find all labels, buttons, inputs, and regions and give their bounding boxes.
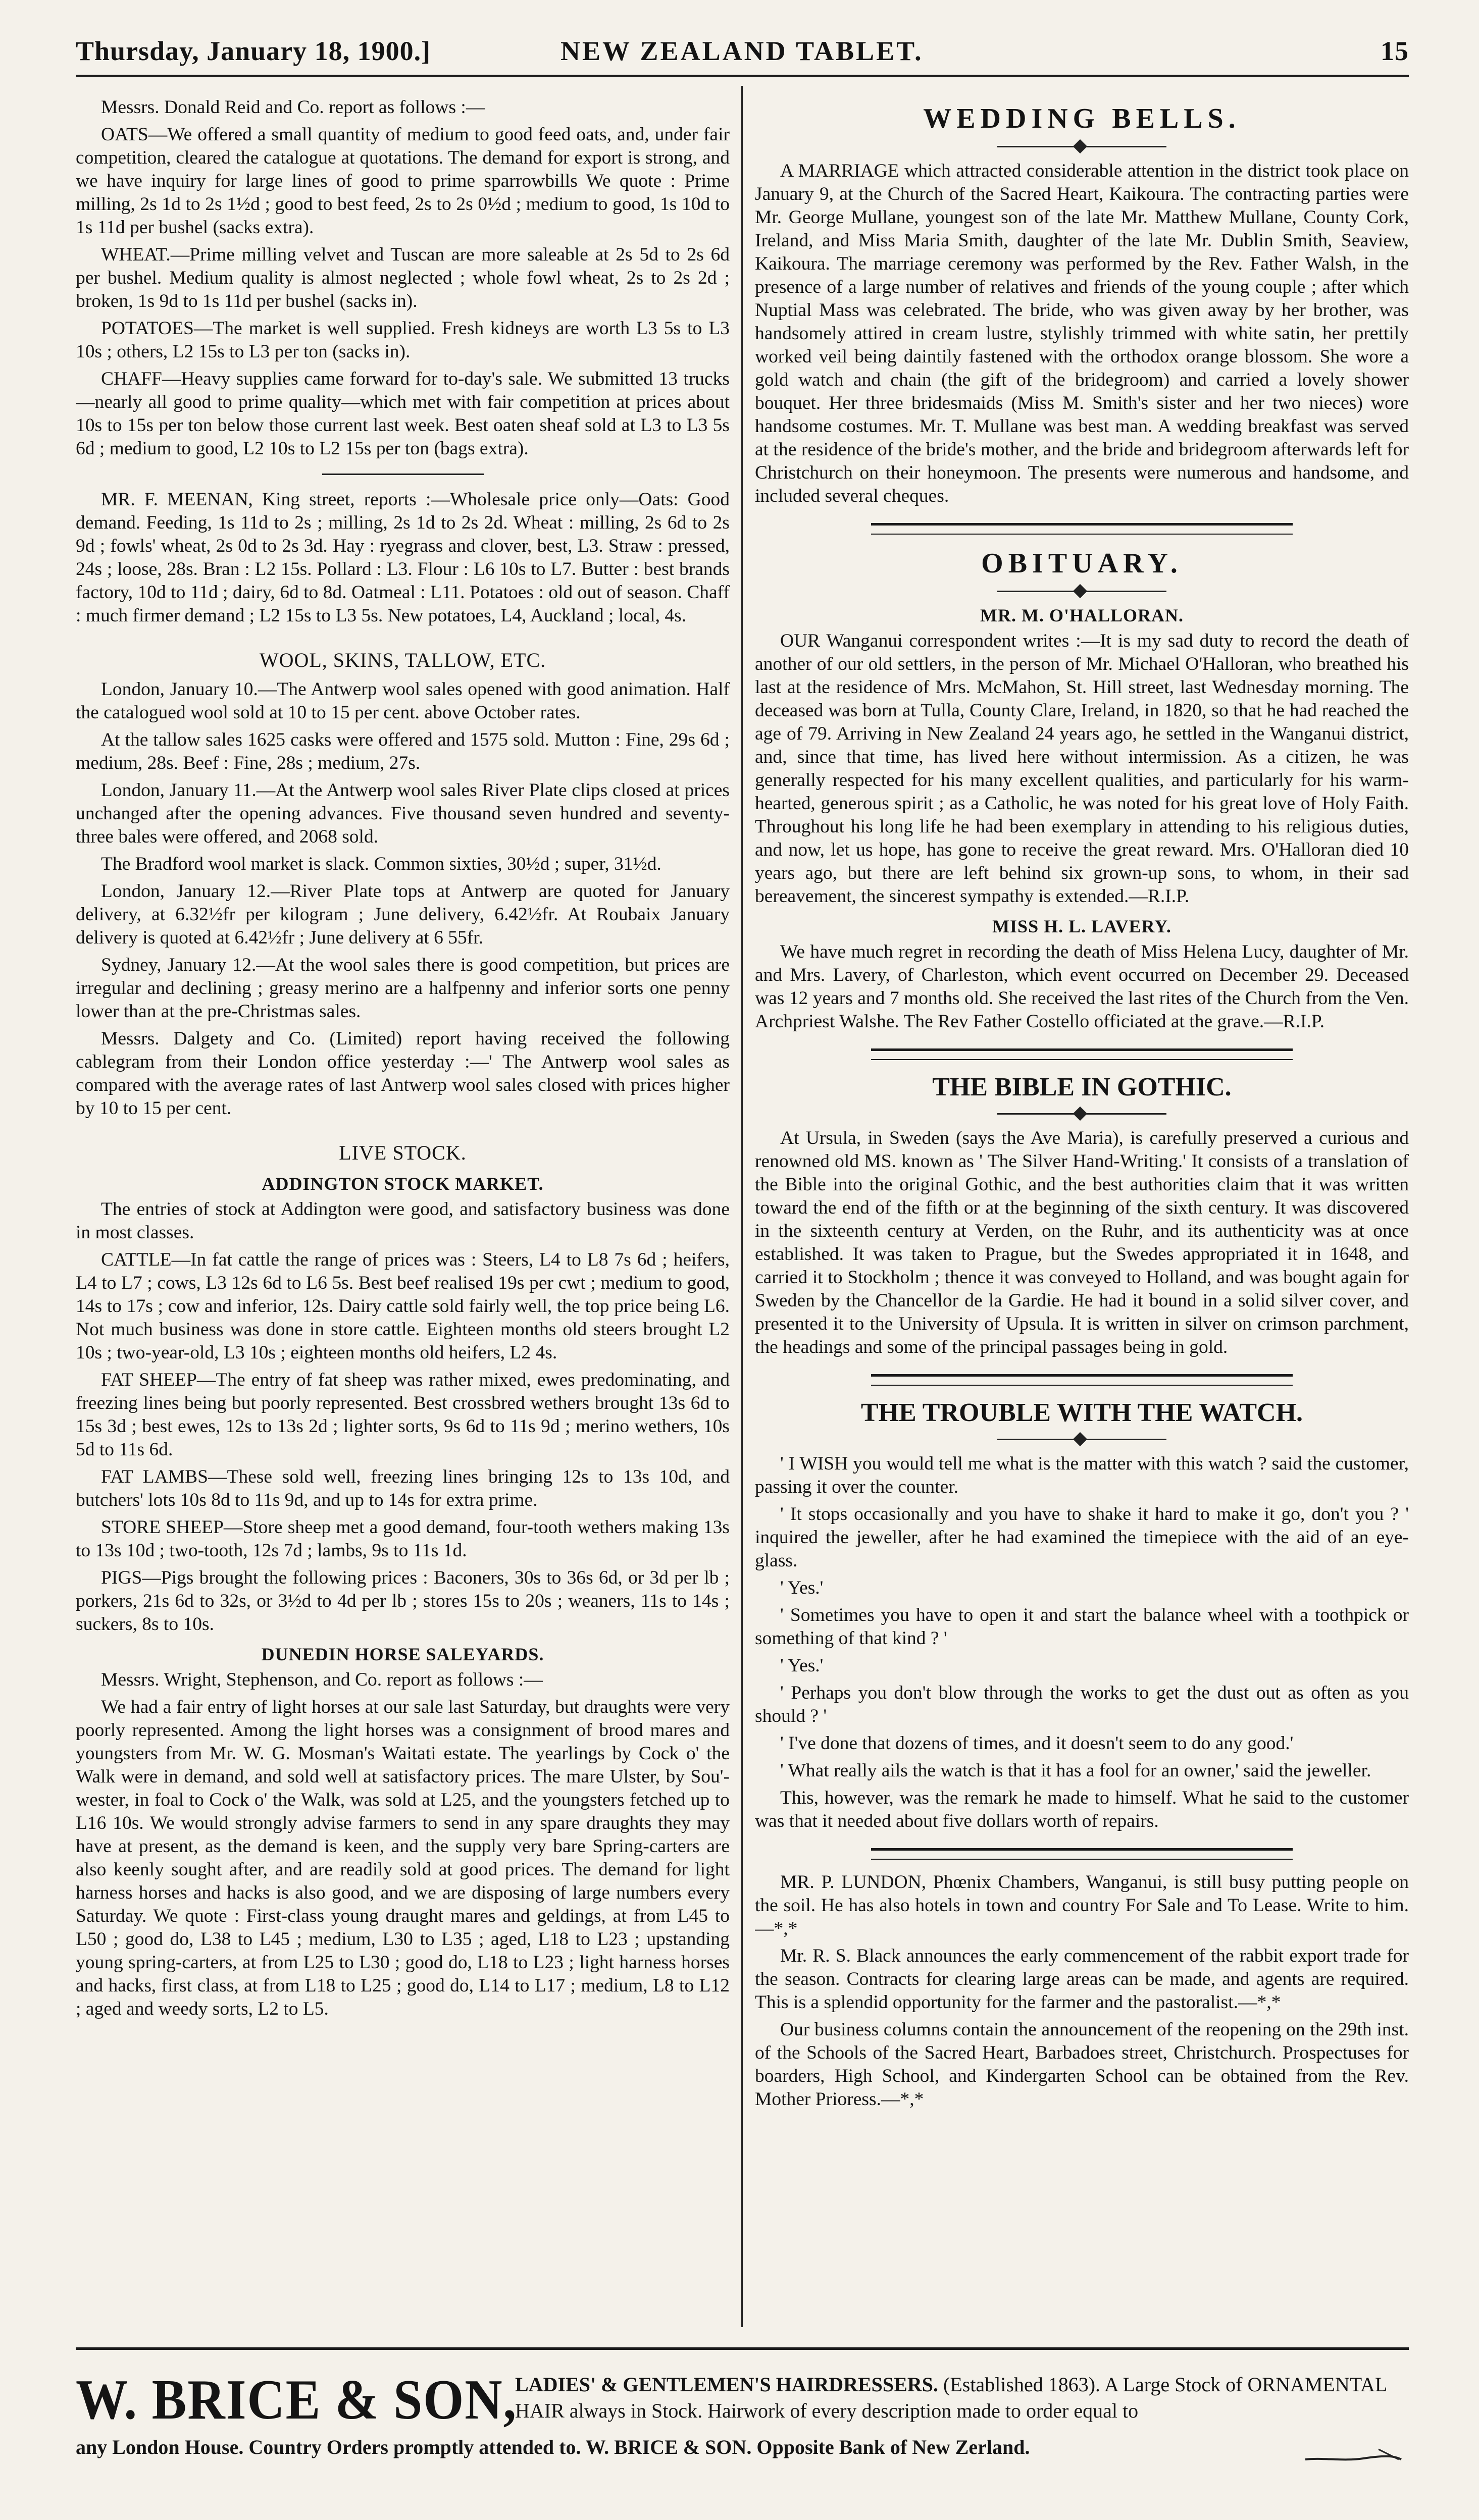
- brice-advertisement: [76, 2347, 1409, 2489]
- double-rule: [871, 523, 1293, 535]
- right-column: [755, 96, 1409, 2332]
- addington-section: [76, 1198, 730, 1636]
- lavery-heading: MISS H. L. LAVERY.: [992, 916, 1171, 936]
- reid-para: Messrs. Donald Reid and Co. report as follows :—: [101, 97, 485, 118]
- newspaper-page: [76, 30, 1409, 2494]
- reid-report: [76, 96, 730, 460]
- section-rule: [322, 474, 484, 475]
- advert-line-1: [515, 2372, 1409, 2424]
- wool-para: London, January 12.—River Plate tops at Antwerp are quoted for January delivery, at 6.32½fr per kilogram ; June delivery, 6.42½fr. At Roubaix January delivery is quoted at 6.42½fr ; June delivery at 6 55fr.: [76, 881, 730, 948]
- addington-para: PIGS—Pigs brought the following prices : Baconers, 30s to 36s 6d, or 3d per lb ; porkers, 21s 6d to 32s, or 3½d to 4d per lb ; stores 15s to 20s ; weaners, 11s to 14s ; suckers, 8s to 10s.: [76, 1567, 730, 1635]
- notice-black: Mr. R. S. Black announces the early commencement of the rabbit export trade for the season. Contracts for clearing large areas can be made, and agents are required. This is a splendid opportunity for the farmer and the pastoralist.—*,*: [755, 1946, 1409, 2013]
- addington-para: FAT LAMBS—These sold well, freezing lines bringing 12s to 13s 10d, and butchers' lots 10s 8d to 11s 9d, and up to 14s for extra prime.: [76, 1466, 730, 1510]
- double-rule: [871, 1374, 1293, 1386]
- watch-para: ' It stops occasionally and you have to shake it hard to make it go, don't you ? ' inquired the jeweller, after he had examined the timepiece with the aid of an eye-glass.: [755, 1504, 1409, 1571]
- watch-para: ' What really ails the watch is that it has a fool for an owner,' said the jeweller.: [780, 1760, 1371, 1781]
- dunedin-para: We had a fair entry of light horses at our sale last Saturday, but draughts were very poorly represented. Among the light horses was a consignment of brood mares and youngsters from Mr. W. G. Mosman's Waitati estate. The yearlings by Cock o' the Walk were in demand, and sold well at satisfactory prices. The mare Ulster, by Sou'-wester, in foal to Cock o' the Walk, was sold at L25, and the youngsters fetched up to L16 10s. We would strongly advise farmers to send in any spare draughts they may have at present, as the demand is keen, and the supply very bare Spring-carters are also keenly sought after, and are readily sold at good prices. The demand for light harness horses and hacks is also good, and we are disposing of large numbers every Saturday. We quote : First-class young draught mares and geldings, at from L45 to L50 ; good do, L38 to L45 ; medium, L30 to L35 ; aged, L18 to L23 ; upstanding young spring-carters, at from L25 to L30 ; good do, L18 to L23 ; light harness horses and hacks, first class, at from L18 to L25 ; good do, L14 to L17 ; medium, L8 to L12 ; aged and weedy sorts, L2 to L5.: [76, 1697, 730, 2019]
- addington-para: CATTLE—In fat cattle the range of prices was : Steers, L4 to L8 7s 6d ; heifers, L4 to L7 ; cows, L3 12s 6d to L6 5s. Best beef realised 19s per cwt ; medium to good, 14s to 17s ; cow and inferior, 12s. Dairy cattle sold fairly well, the top price being L6. Not much business was done in store cattle. Eighteen months old steers brought L2 10s ; two-year-old, L3 10s ; eighteen months old heifers, L2 4s.: [76, 1249, 730, 1363]
- addington-para: FAT SHEEP—The entry of fat sheep was rather mixed, ewes predominating, and freezing lines being but poorly represented. Best crossbred wethers brought 13s 6d to 15s 3d ; best ewes, 12s to 13s 2d ; lighter sorts, 9s 6d to 11s 9d ; merino wethers, 10s 5d to 11s 6d.: [76, 1370, 730, 1460]
- footer-rule: [76, 2347, 1409, 2350]
- reid-para: POTATOES—The market is well supplied. Fresh kidneys are worth L3 5s to L3 10s ; others, L2 15s to L3 per ton (sacks in).: [76, 318, 730, 362]
- dunedin-para: Messrs. Wright, Stephenson, and Co. report as follows :—: [101, 1669, 543, 1690]
- ohalloran-heading: MR. M. O'HALLORAN.: [980, 605, 1184, 625]
- watch-article: [755, 1452, 1409, 1833]
- ornament-rule: [755, 140, 1409, 152]
- newspaper-title: NEW ZEALAND TABLET.: [560, 36, 924, 66]
- watch-para: This, however, was the remark he made to himself. What he said to the customer was that it needed about five dollars worth of repairs.: [755, 1788, 1409, 1831]
- ohalloran-article: OUR Wanganui correspondent writes :—It is my sad duty to record the death of another of our old settlers, in the person of Mr. Michael O'Halloran, who breathed his last at the residence of Mrs. McMahon, St. Hill street, last Wednesday morning. The deceased was born at Tulla, County Clare, Ireland, in 1820, so that he had reached the age of 79. Arriving in New Zealand 24 years ago, he settled in the Wanganui district, and, since that time, has lived here without intermission. As a citizen, he was generally respected for his many excellent qualities, and particularly for his warm-hearted, generous spirit ; as a Catholic, he was noted for his great love of Holy Faith. Throughout his long life he had been exemplary in attending to his religious duties, and now, let us hope, has gone to receive the great reward. Mrs. O'Halloran died 10 years ago, but there are left behind six grown-up sons, to whom, in their sad bereavement, the sincerest sympathy is extended.—R.I.P.: [755, 631, 1409, 907]
- wool-para: The Bradford wool market is slack. Common sixties, 30½d ; super, 31½d.: [101, 854, 661, 874]
- masthead-rule: [76, 75, 1409, 77]
- watch-para: ' I've done that dozens of times, and it doesn't seem to do any good.': [780, 1733, 1294, 1754]
- wedding-article: A MARRIAGE which attracted considerable attention in the district took place on January 9, at the Church of the Sacred Heart, Kaikoura. The contracting parties were Mr. George Mullane, youngest son of the late Mr. Matthew Mullane, County Cork, Ireland, and Miss Maria Smith, daughter of the late Mr. Dublin Smith, Seaview, Kaikoura. The marriage ceremony was performed by the Rev. Father Walsh, in the presence of a large number of relatives and friends of the young couple ; after which Nuptial Mass was celebrated. The bride, who was given away by her brother, was handsomely attired in cream lustre, stylishly trimmed with white satin, her prettily worked veil being daintily fastened with the orthodox orange blossom. She wore a gold watch and chain (the gift of the bridegroom) and carried a lovely shower bouquet. Her three bridesmaids (Miss M. Smith's sister and her two nieces) wore handsome costumes. Mr. T. Mullane was best man. A wedding breakfast was served at the residence of the bride's mother, and the bride and bridegroom afterwards left for Christchurch on their honeymoon. The presents were numerous and handsome, and included several cheques.: [755, 161, 1409, 506]
- notice-lundon: MR. P. LUNDON, Phœnix Chambers, Wanganui, is still busy putting people on the soil. He has also hotels in town and country For Sale and To Lease. Write to him.—*,*: [755, 1872, 1409, 1939]
- addington-para: STORE SHEEP—Store sheep met a good demand, four-tooth wethers making 13s to 13s 10d ; two-tooth, 12s 7d ; lambs, 9s to 11s 1d.: [76, 1517, 730, 1561]
- watch-para: ' Perhaps you don't blow through the works to get the dust out as often as you should ? ': [755, 1683, 1409, 1726]
- addington-heading: ADDINGTON STOCK MARKET.: [262, 1174, 544, 1194]
- wool-para: London, January 10.—The Antwerp wool sales opened with good animation. Half the catalogued wool sold at 10 to 15 per cent. above October rates.: [76, 679, 730, 723]
- obituary-heading: OBITUARY.: [981, 548, 1183, 579]
- dunedin-section: [76, 1668, 730, 2021]
- issue-date: Thursday, January 18, 1900.]: [76, 36, 431, 66]
- wool-para: Sydney, January 12.—At the wool sales there is good competition, but prices are irregular and declining ; greasy merino are a halfpenny and inferior sorts one penny lower than at the pre-Christmas sales.: [76, 955, 730, 1022]
- dunedin-heading: DUNEDIN HORSE SALEYARDS.: [261, 1644, 544, 1664]
- wool-para: London, January 11.—At the Antwerp wool sales River Plate clips closed at prices unchanged after the opening advances. Five thousand seven hundred and seventy-three bales were offered, and 2068 sold.: [76, 780, 730, 847]
- wool-para: At the tallow sales 1625 casks were offered and 1575 sold. Mutton : Fine, 29s 6d ; medium, 28s. Beef : Fine, 28s ; medium, 27s.: [76, 729, 730, 773]
- wool-section: [76, 678, 730, 1120]
- notice-sacred-heart: Our business columns contain the announcement of the reopening on the 29th inst. of the Schools of the Sacred Heart, Barbadoes street, Christchurch. Prospectuses for boarders, High School, and Kindergarten School can be obtained from the Rev. Mother Prioress.—*,*: [755, 2019, 1409, 2110]
- watch-para: ' Yes.': [780, 1655, 824, 1676]
- reid-para: OATS—We offered a small quantity of medium to good feed oats, and, under fair competition, cleared the catalogue at quotations. The demand for export is strong, and we have inquiry for large lines of good to prime sparrowbills We quote : Prime milling, 2s 1d to 2s 1½d ; good to best feed, 2s to 2s 0½d ; medium to good, 1s 10d to 1s 11d per bushel (sacks extra).: [76, 124, 730, 238]
- notices: [755, 1871, 1409, 2111]
- watch-para: ' I WISH you would tell me what is the matter with this watch ? said the customer, passing it over the counter.: [755, 1453, 1409, 1497]
- meenan-report: MR. F. MEENAN, King street, reports :—Wholesale price only—Oats: Good demand. Feeding, 1s 11d to 2s ; milling, 2s 1d to 2s 2d. Wheat : milling, 2s 6d to 2s 9d ; fowls' wheat, 2s 0d to 2s 3d. Hay : ryegrass and clover, best, L3. Straw : pressed, 24s ; loose, 28s. Bran : L2 15s. Pollard : L3. Flour : L6 10s to L7. Butter : best brands factory, 10d to 11d ; dairy, 6d to 8d. Oatmeal : L11. Potatoes : old out of season. Chaff : much firmer demand ; L2 15s to L3 5s. New potatoes, L4, Auckland ; local, 4s.: [76, 489, 730, 626]
- reid-para: WHEAT.—Prime milling velvet and Tuscan are more saleable at 2s 5d to 2s 6d per bushel. Medium quality is almost neglected ; whole fowl wheat, 2s to 2s 2d ; broken, 1s 9d to 1s 11d per bushel (sacks in).: [76, 244, 730, 311]
- left-column: [76, 96, 730, 2332]
- wedding-heading: WEDDING BELLS.: [923, 103, 1241, 134]
- addington-para: The entries of stock at Addington were good, and satisfactory business was done in most classes.: [76, 1199, 730, 1243]
- advert-line-2: any London House. Country Orders promptly attended to. W. BRICE & SON. Opposite Bank of New Zerland.: [76, 2436, 1030, 2458]
- reid-para: CHAFF—Heavy supplies came forward for to-day's sale. We submitted 13 trucks—nearly all good to prime quality—which met with fair competition at prices about 10s to 15s per ton below those current last week. Best oaten sheaf sold at L3 to L3 5s 6d ; medium to good, L2 10s to L2 15s per ton (bags extra).: [76, 369, 730, 459]
- watch-para: ' Yes.': [780, 1578, 824, 1598]
- page-number: 15: [1381, 36, 1409, 66]
- lavery-article: We have much regret in recording the death of Miss Helena Lucy, daughter of Mr. and Mrs. Lavery, of Charleston, which event occurred on December 29. Deceased was 12 years and 7 months old. She received the last rites of the Church from the Ven. Archpriest Walshe. The Rev Father Costello officiated at the grave.—R.I.P.: [755, 941, 1409, 1032]
- double-rule: [871, 1048, 1293, 1060]
- masthead: [76, 30, 1409, 76]
- ornament-rule: [755, 1108, 1409, 1120]
- wool-para: Messrs. Dalgety and Co. (Limited) report having received the following cablegram from their London office yesterday :—' The Antwerp wool sales as compared with the average rates of last Antwerp wool sales closed with prices higher by 10 to 15 per cent.: [76, 1028, 730, 1119]
- watch-heading: THE TROUBLE WITH THE WATCH.: [860, 1398, 1303, 1427]
- bible-article: At Ursula, in Sweden (says the Ave Maria), is carefully preserved a curious and renowned old MS. known as ' The Silver Hand-Writing.' It consists of a translation of the Bible into the original Gothic, and the best authorities claim that it was written toward the end of the fifth or at the beginning of the sixth century. It was discovered in the sixteenth century at Verden, on the Ruhr, and its authenticity was at once established. It was taken to Prague, but the Swedes appropriated it in 1648, and carried it to Stockholm ; thence it was conveyed to Holland, and was bought again for Sweden by the Chancellor de la Gardie. He had it bound in a solid silver cover, and presented it to the University of Upsula. It is written in silver on crimson parchment, the headings and some of the principal passages being in gold.: [755, 1128, 1409, 1357]
- bible-heading: THE BIBLE IN GOTHIC.: [932, 1073, 1232, 1101]
- livestock-heading: LIVE STOCK.: [339, 1141, 467, 1164]
- ornament-rule: [755, 1433, 1409, 1445]
- brice-logo: W. BRICE & SON,: [76, 2369, 518, 2431]
- advert-body: (Established 1863). A Large Stock of ORNAMENTAL HAIR always in Stock. Hairwork of every description made to order equal to: [515, 2373, 1387, 2422]
- signature-mark: [1303, 2444, 1404, 2464]
- ornament-rule: [755, 585, 1409, 597]
- watch-para: ' Sometimes you have to open it and start the balance wheel with a toothpick or something of that kind ? ': [755, 1605, 1409, 1649]
- double-rule: [871, 1848, 1293, 1860]
- wool-heading: WOOL, SKINS, TALLOW, ETC.: [259, 649, 546, 671]
- column-divider: [741, 86, 743, 2327]
- advert-headline: LADIES' & GENTLEMEN'S HAIRDRESSERS.: [515, 2373, 938, 2396]
